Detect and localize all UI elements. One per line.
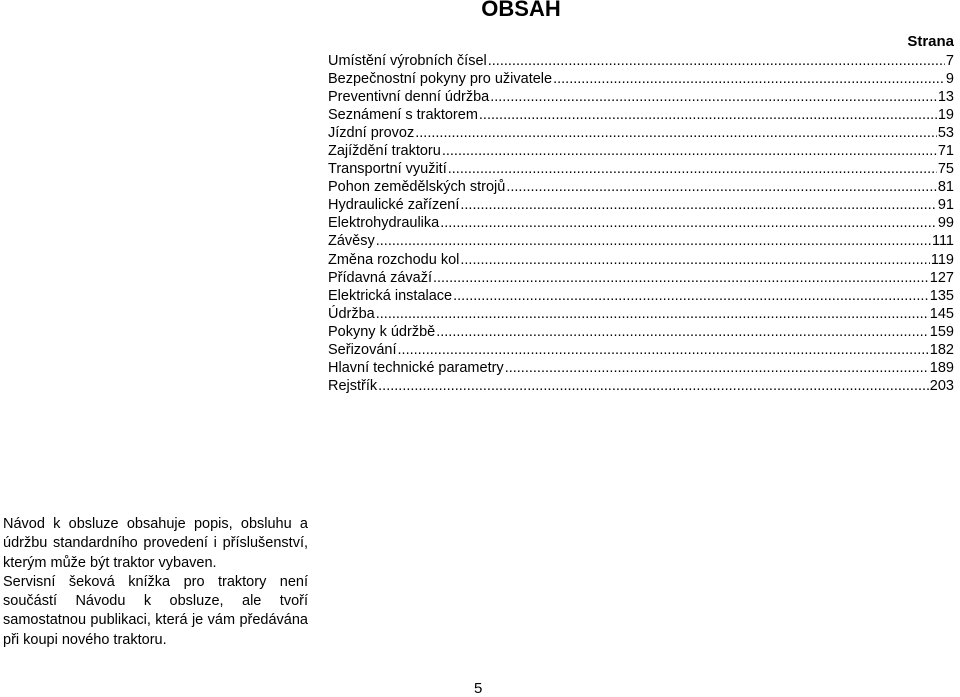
manual-note bbox=[3, 515, 308, 650]
toc-entry-title: Změna rozchodu kol bbox=[328, 251, 460, 268]
toc-entry bbox=[328, 88, 954, 106]
toc-entry-title: Pohon zemědělských strojů bbox=[328, 179, 506, 196]
toc-entry-title: Elektrohydraulika bbox=[328, 215, 440, 232]
toc-entry-page: 19 bbox=[937, 107, 954, 124]
note-paragraph: Servisní šeková knížka pro traktory není součástí Návodu k obsluze, ale tvoří samostatnou publikaci, která je vám předávána při koupi nového traktoru. bbox=[3, 573, 308, 648]
toc-entry-title: Pokyny k údržbě bbox=[328, 323, 436, 340]
toc-dot-leader bbox=[440, 214, 937, 232]
note-paragraph: Návod k obsluze obsahuje popis, obsluhu a údržbu standardního provedení i příslušenství, kterým může být traktor vybaven. bbox=[3, 516, 308, 571]
toc-entry-title: Elektrická instalace bbox=[328, 287, 453, 304]
toc-entry bbox=[328, 178, 954, 196]
toc-entry-page: 119 bbox=[930, 251, 954, 268]
toc-entry-title: Seznámení s traktorem bbox=[328, 107, 478, 124]
toc-entry bbox=[328, 287, 954, 305]
toc-dot-leader bbox=[460, 251, 930, 269]
toc-entry-page: 159 bbox=[929, 323, 954, 340]
table-of-contents bbox=[328, 52, 954, 395]
toc-entry-title: Preventivní denní údržba bbox=[328, 89, 490, 106]
toc-entry bbox=[328, 196, 954, 214]
toc-entry-page: 13 bbox=[937, 89, 954, 106]
toc-entry-title: Seřizování bbox=[328, 341, 397, 358]
toc-entry-page: 135 bbox=[929, 287, 954, 304]
toc-dot-leader bbox=[376, 232, 931, 250]
toc-entry-page: 127 bbox=[929, 269, 954, 286]
toc-entry-title: Zajíždění traktoru bbox=[328, 143, 441, 160]
toc-entry-title: Transportní využití bbox=[328, 161, 447, 178]
page-number: 5 bbox=[474, 680, 483, 697]
toc-dot-leader bbox=[376, 305, 929, 323]
toc-dot-leader bbox=[479, 106, 937, 124]
toc-entry-page: 81 bbox=[937, 179, 954, 196]
toc-entry-page: 203 bbox=[929, 377, 954, 394]
toc-dot-leader bbox=[448, 160, 937, 178]
toc-dot-leader bbox=[436, 323, 929, 341]
toc-entry-page: 189 bbox=[929, 359, 954, 376]
toc-dot-leader bbox=[415, 124, 937, 142]
toc-dot-leader bbox=[433, 269, 929, 287]
toc-entry-title: Hlavní technické parametry bbox=[328, 359, 504, 376]
toc-entry bbox=[328, 70, 954, 88]
toc-entry-title: Bezpečnostní pokyny pro uživatele bbox=[328, 71, 553, 88]
toc-entry bbox=[328, 305, 954, 323]
toc-dot-leader bbox=[553, 70, 945, 88]
toc-entry bbox=[328, 341, 954, 359]
page-column-heading: Strana bbox=[907, 33, 954, 50]
toc-entry-title: Jízdní provoz bbox=[328, 125, 415, 142]
toc-entry-title: Přídavná závaží bbox=[328, 269, 432, 286]
toc-dot-leader bbox=[505, 359, 929, 377]
toc-entry-page: 111 bbox=[931, 233, 954, 250]
toc-dot-leader bbox=[490, 88, 937, 106]
toc-entry-page: 145 bbox=[929, 305, 954, 322]
toc-entry-page: 71 bbox=[937, 143, 954, 160]
toc-entry-title: Rejstřík bbox=[328, 377, 378, 394]
toc-entry-title: Údržba bbox=[328, 305, 375, 322]
toc-entry bbox=[328, 232, 954, 250]
toc-entry bbox=[328, 124, 954, 142]
toc-entry-page: 182 bbox=[929, 341, 954, 358]
page-title: OBSAH bbox=[481, 0, 561, 21]
toc-entry bbox=[328, 377, 954, 395]
toc-dot-leader bbox=[442, 142, 937, 160]
toc-entry bbox=[328, 269, 954, 287]
toc-dot-leader bbox=[453, 287, 929, 305]
toc-entry-page: 91 bbox=[937, 197, 954, 214]
toc-entry-page: 9 bbox=[945, 71, 954, 88]
toc-entry-title: Umístění výrobních čísel bbox=[328, 53, 487, 69]
toc-entry-page: 7 bbox=[945, 53, 954, 69]
toc-dot-leader bbox=[378, 377, 929, 395]
toc-entry bbox=[328, 106, 954, 124]
toc-dot-leader bbox=[506, 178, 937, 196]
toc-entry bbox=[328, 142, 954, 160]
toc-entry bbox=[328, 52, 954, 70]
toc-entry bbox=[328, 251, 954, 269]
toc-dot-leader bbox=[398, 341, 929, 359]
toc-entry-title: Závěsy bbox=[328, 233, 375, 250]
toc-dot-leader bbox=[460, 196, 937, 214]
toc-entry-page: 75 bbox=[937, 161, 954, 178]
toc-entry bbox=[328, 323, 954, 341]
toc-entry-title: Hydraulické zařízení bbox=[328, 197, 460, 214]
toc-entry-page: 53 bbox=[937, 125, 954, 142]
toc-dot-leader bbox=[488, 52, 945, 70]
toc-entry bbox=[328, 160, 954, 178]
toc-entry bbox=[328, 359, 954, 377]
toc-entry bbox=[328, 214, 954, 232]
toc-entry-page: 99 bbox=[937, 215, 954, 232]
